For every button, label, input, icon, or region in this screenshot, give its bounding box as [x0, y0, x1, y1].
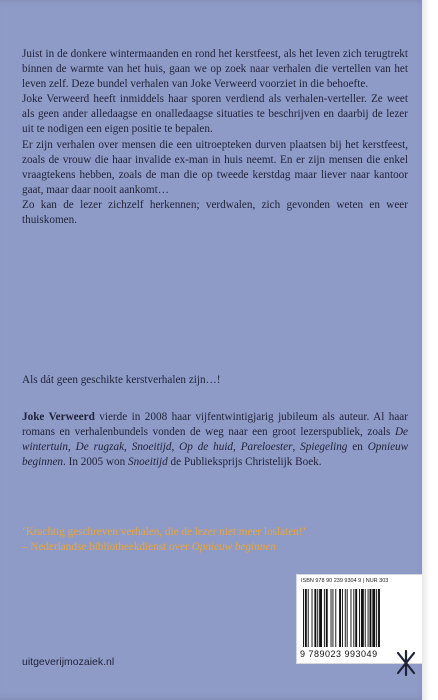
- bio-sep-3: ,: [171, 441, 180, 454]
- book-title-4: Op de huid: [179, 441, 234, 454]
- closing-line: [22, 373, 408, 388]
- bio-text-2: . In 2005 won: [63, 456, 128, 469]
- author-name: Joke Verweerd: [22, 411, 95, 423]
- review-quote: [22, 525, 408, 555]
- review-source-title: Opnieuw beginnen: [191, 541, 276, 554]
- book-title-2: De rugzak: [75, 441, 125, 454]
- publisher-website: uitgeverijmozaiek.nl: [22, 656, 115, 668]
- bio-text-1: vierde in 2008 haar vijfentwintigjarig jubileum als auteur. Al haar romans en verhalenbundels vonden de weg naar een groot lezerspubliek, zoals: [22, 411, 409, 439]
- blurb-paragraph-2: Joke Verweerd heeft inmiddels haar sporen verdiend als verhalen-verteller. Ze weet als geen ander alledaagse en onalledaagse situaties te beschrijven en daarbij de lezer uit te nodigen een eigen positie te bepalen.: [22, 93, 408, 136]
- author-bio-paragraph: [22, 410, 408, 470]
- book-title-8: Snoeitijd: [127, 456, 168, 469]
- review-source-text: – Nederlandse bibliotheekdienst over: [22, 541, 192, 554]
- closing-line-text: Als dát geen geschikte kerstverhalen zijn…!: [22, 374, 221, 386]
- barcode-digits: 9 789023 993049: [300, 649, 378, 659]
- blurb-paragraph-1: Juist in de donkere wintermaanden en rond het kerstfeest, als het leven zich terugtrekt binnen de warmte van het huis, gaan we op zoek naar verhalen die vertellen van het leven zelf. Deze bundel verhalen van Joke Verweerd voorziet in die behoefte.: [22, 48, 408, 91]
- publisher-logo-icon: [393, 648, 419, 678]
- book-title-1: De wintertuin: [22, 426, 408, 454]
- review-quote-text: ‘Krachtig geschreven verhalen, die de lezer niet meer loslaten!’: [22, 526, 307, 538]
- barcode-icon: [303, 589, 415, 647]
- bio-sep-5: ,: [292, 441, 301, 454]
- book-title-5: Pareloester: [240, 441, 293, 454]
- bio-sep-1: ,: [68, 441, 76, 454]
- cover-edge: [422, 0, 430, 700]
- bio-text-3: de Publieksprijs Christelijk Boek.: [167, 456, 322, 469]
- bio-and: en: [347, 441, 368, 454]
- isbn-line: ISBN 978 90 239 9304 9 | NUR 303: [301, 578, 389, 584]
- book-title-3: Snoeitijd: [131, 441, 172, 454]
- review-source: [22, 540, 408, 555]
- bio-sep-4: ,: [233, 441, 241, 454]
- blurb-text: [22, 47, 408, 228]
- blurb-paragraph-3: Er zijn verhalen over mensen die een uitroepteken durven plaatsen bij het kerstfeest, zoals de vrouw die haar invalide ex-man in huis neemt. En er zijn mensen die enkel vraagtekens hebben, zoals de man die op tweede kerstdag maar liever naar kantoor gaat, maar daar nooit aankomt…: [22, 138, 408, 196]
- book-title-6: Spiegeling: [300, 441, 348, 454]
- author-bio: [22, 410, 408, 470]
- bio-sep-2: ,: [124, 441, 132, 454]
- book-title-7: Opnieuw beginnen: [22, 441, 409, 469]
- blurb-paragraph-4: Zo kan de lezer zichzelf herkennen; verdwalen, zich gevonden weten en weer thuiskomen.: [22, 198, 408, 227]
